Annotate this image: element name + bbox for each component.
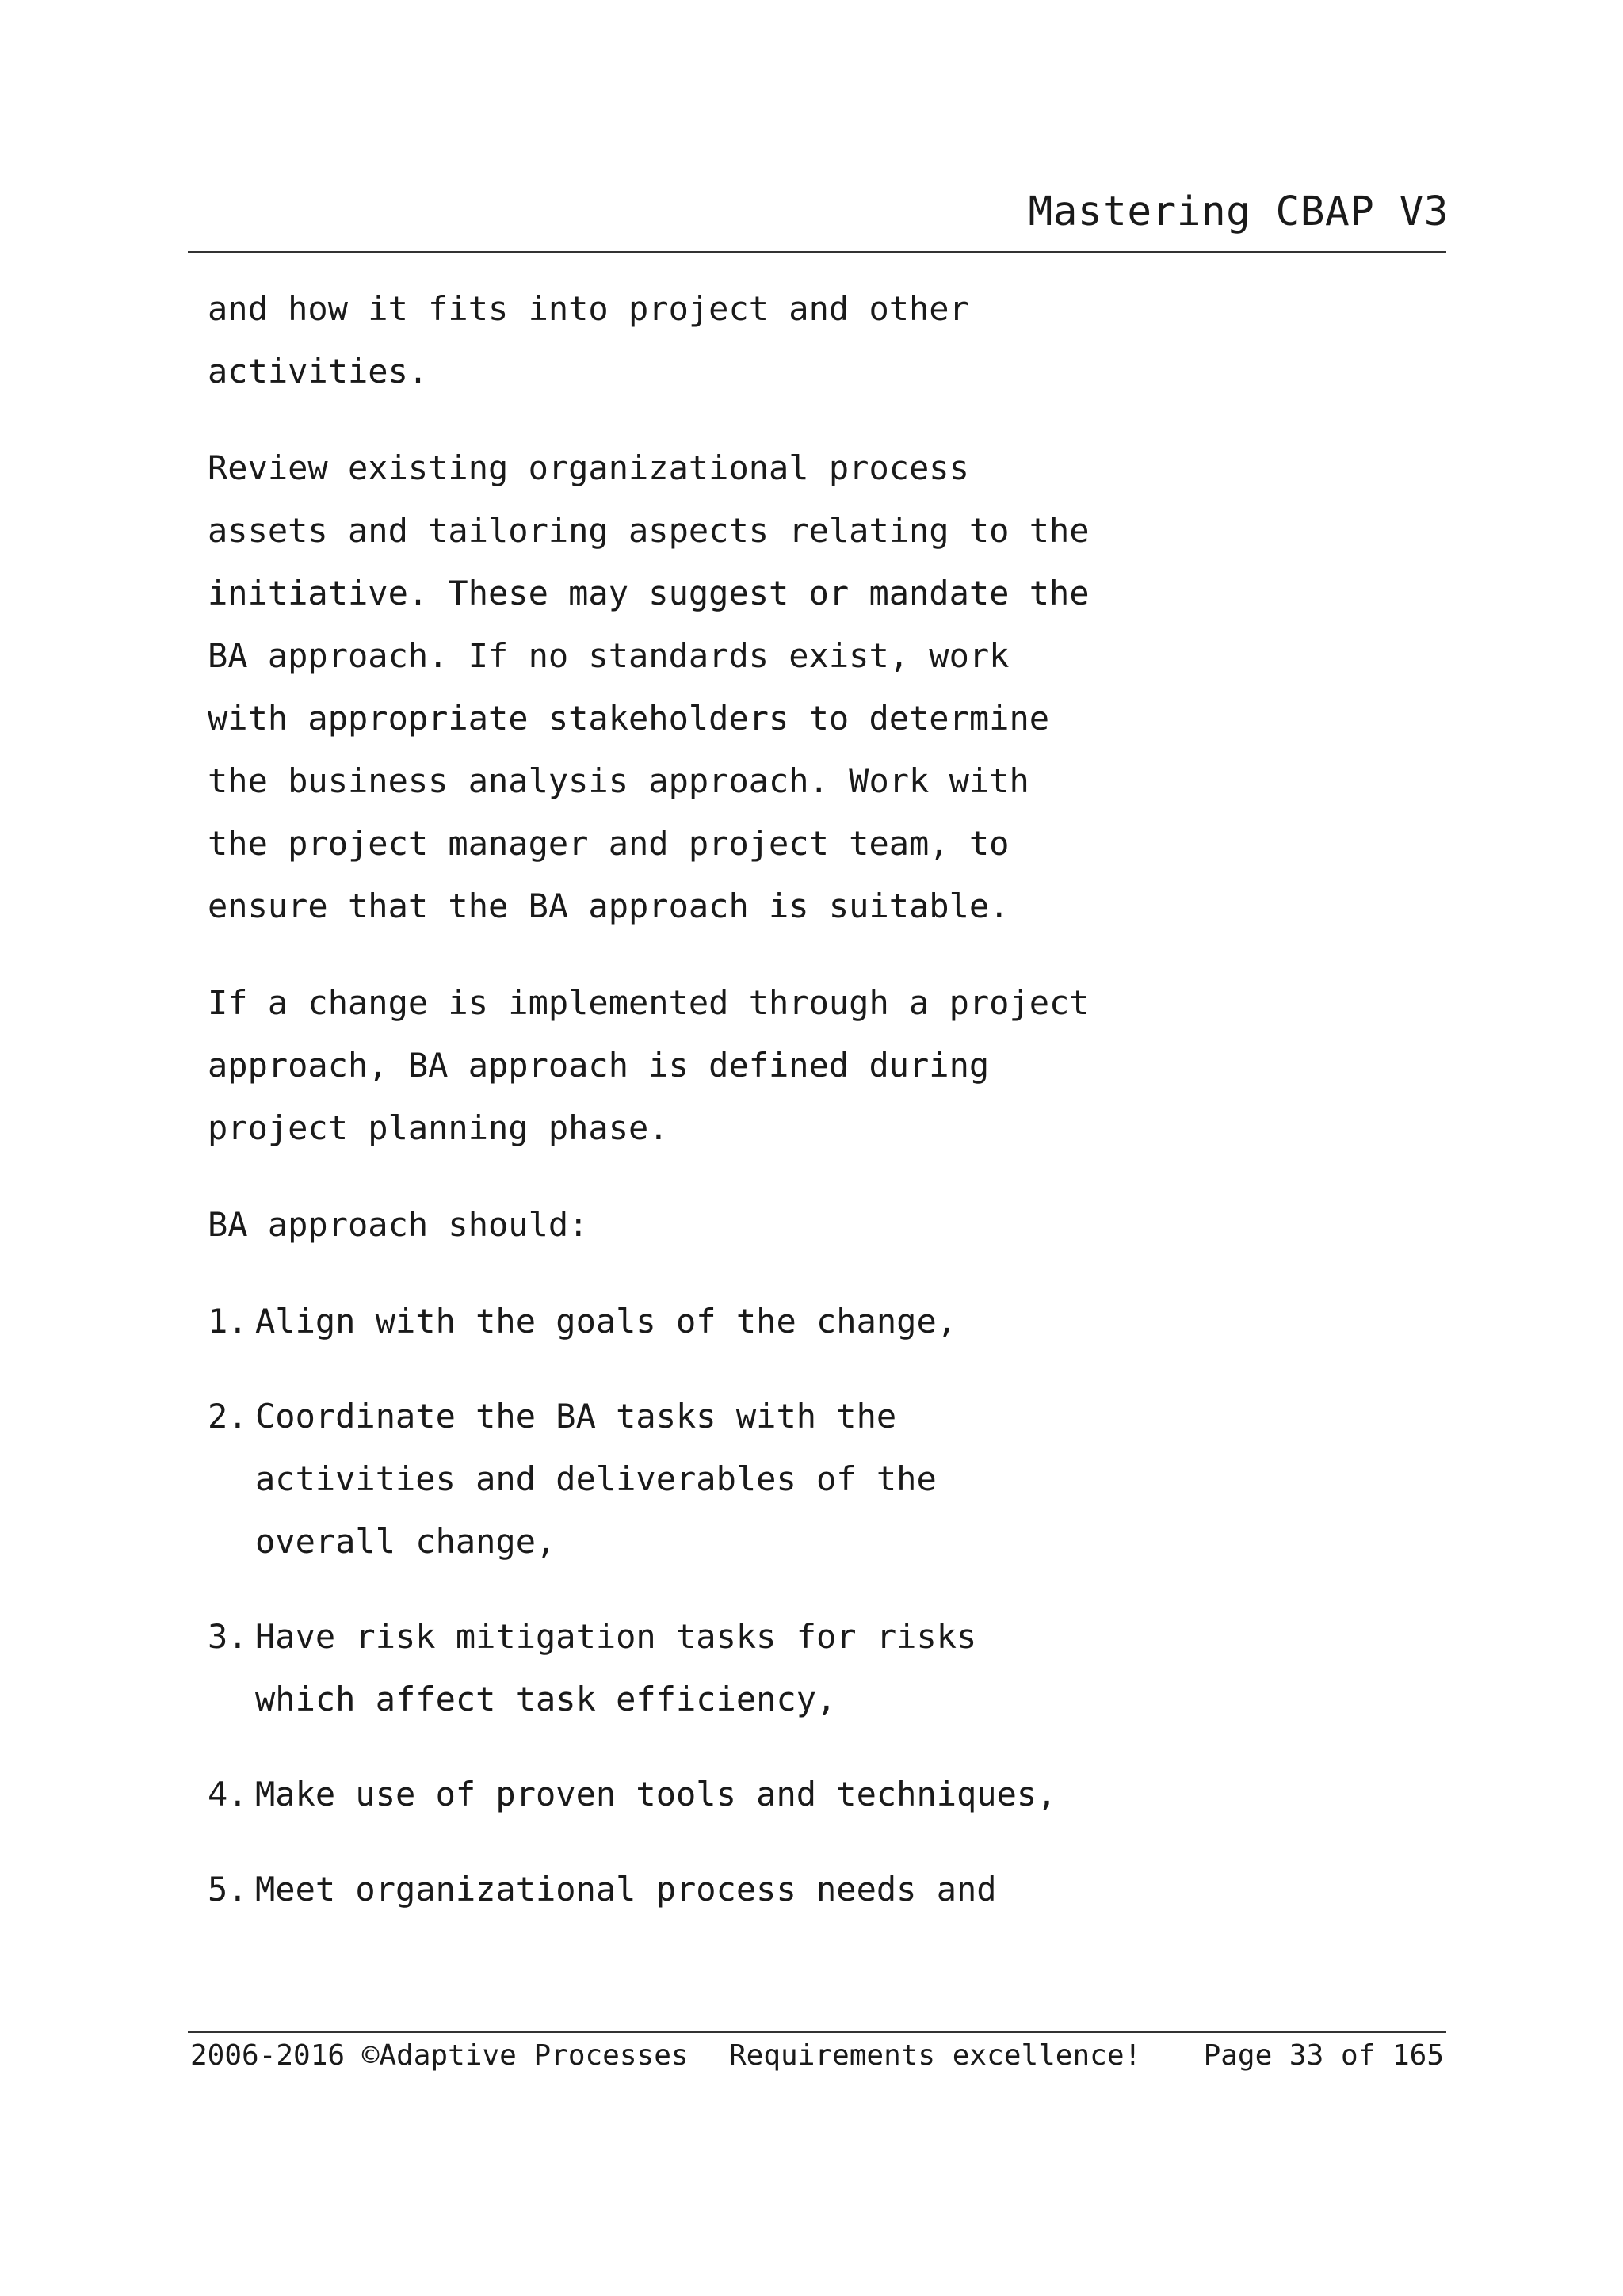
- footer-divider: [188, 2031, 1446, 2033]
- paragraph-list-intro: BA approach should:: [208, 1205, 589, 1244]
- list-item-number: 4.: [208, 1775, 248, 1814]
- paragraph-continuation: and how it fits into project and other activities.: [208, 289, 969, 391]
- list-item: [208, 1290, 1095, 1352]
- page-footer: [190, 2039, 1444, 2079]
- list-item-text: Align with the goals of the change,: [255, 1302, 957, 1341]
- list-item: [208, 1763, 1095, 1825]
- ba-approach-list: [208, 1290, 1095, 1920]
- paragraph-project-approach: If a change is implemented through a project approach, BA approach is defined during project planning phase.: [208, 983, 1090, 1147]
- list-item-number: 1.: [208, 1302, 248, 1341]
- list-item-text: Meet organizational process needs and: [255, 1870, 997, 1909]
- list-item: [208, 1858, 1095, 1920]
- list-item-number: 5.: [208, 1870, 248, 1909]
- list-item-text: Make use of proven tools and techniques,: [255, 1775, 1057, 1814]
- list-item: [208, 1385, 1095, 1573]
- footer-page-number: Page 33 of 165: [1203, 2039, 1444, 2072]
- page-body: [208, 277, 1095, 1953]
- page-header-title: Mastering CBAP V3: [1028, 189, 1449, 235]
- header-divider: [188, 251, 1446, 253]
- list-item-number: 3.: [208, 1617, 248, 1656]
- paragraph-review-assets: Review existing organizational process assets and tailoring aspects relating to the initiative. These may suggest or mandate the BA approach. If no standards exist, work with appropriate stakeholders to determine the business analysis approach. Work with the project manager and project team, to ensure that the BA approach is suitable.: [208, 448, 1090, 925]
- footer-copyright: 2006-2016 ©Adaptive Processes: [190, 2039, 689, 2072]
- list-item-number: 2.: [208, 1397, 248, 1436]
- list-item-text: Have risk mitigation tasks for risks which affect task efficiency,: [255, 1617, 977, 1718]
- list-item: [208, 1605, 1095, 1730]
- footer-tagline: Requirements excellence!: [729, 2039, 1142, 2072]
- list-item-text: Coordinate the BA tasks with the activities and deliverables of the overall change,: [255, 1397, 937, 1561]
